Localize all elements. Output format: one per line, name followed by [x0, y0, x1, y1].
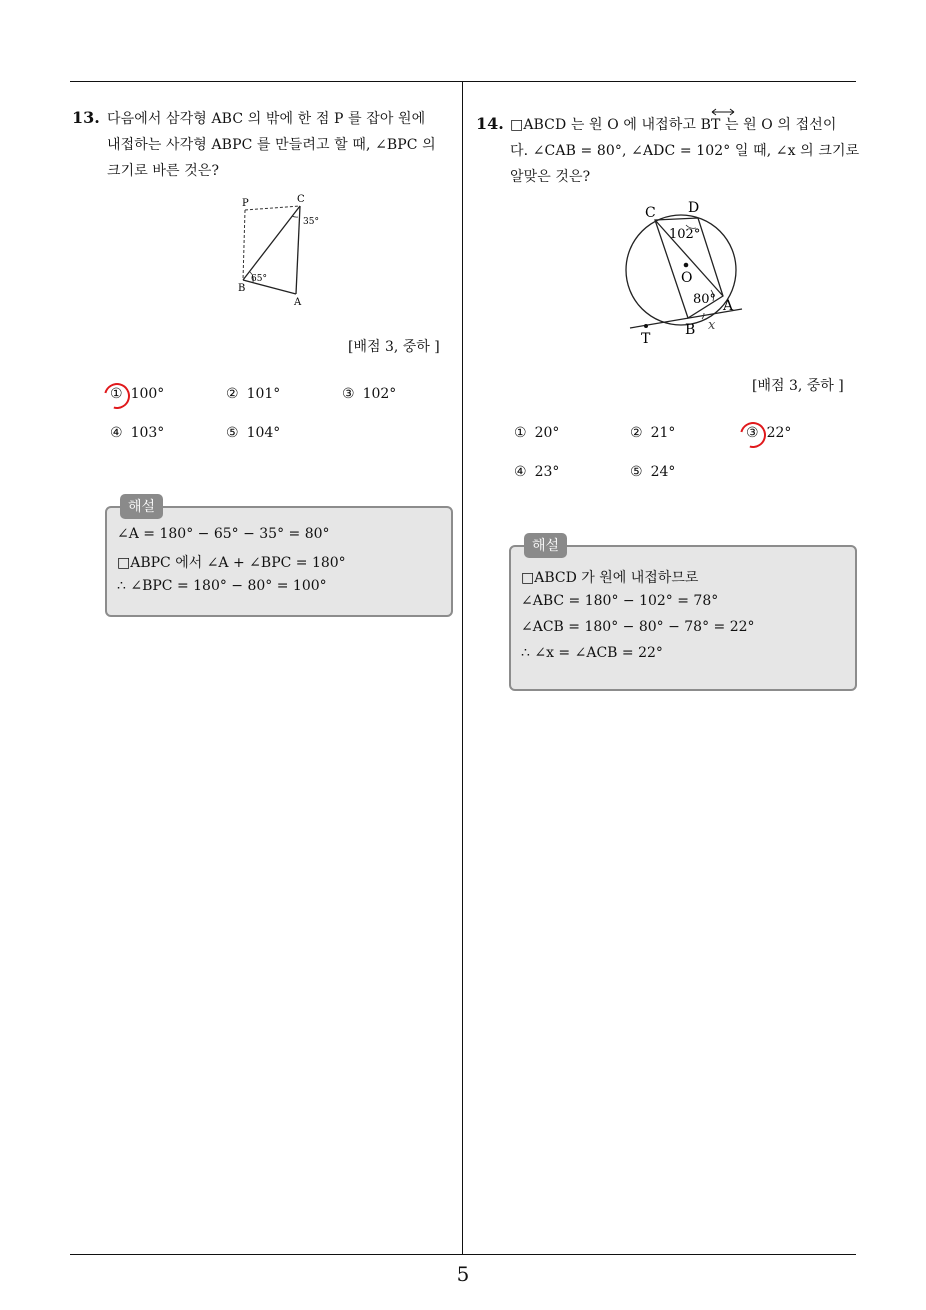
- choice-5[interactable]: [226, 425, 280, 441]
- choice-number: ②: [630, 425, 643, 441]
- choice-text: 22°: [766, 425, 792, 441]
- label-a: A: [294, 297, 302, 308]
- solution-line: ∠ACB = 180° − 80° − 78° = 22°: [521, 619, 755, 635]
- score-label: [배점 3, 중하 ]: [752, 378, 844, 394]
- answer-mark-circle: [99, 378, 135, 414]
- solution-line: □ABPC 에서 ∠A + ∠BPC = 180°: [117, 555, 346, 571]
- question-text-line: 크기로 바른 것은?: [107, 163, 220, 179]
- page-number: 5: [456, 1262, 470, 1286]
- label-c: C: [297, 194, 305, 205]
- label-angle-a: 80°: [693, 292, 717, 307]
- choice-text: 103°: [130, 425, 165, 441]
- choice-text: 102°: [362, 386, 397, 402]
- solution-line: ∴ ∠BPC = 180° − 80° = 100°: [117, 578, 327, 594]
- triangle-figure: [230, 190, 340, 310]
- choice-text: 101°: [246, 386, 281, 402]
- choice-number: ③: [342, 386, 355, 402]
- center-point: [684, 263, 689, 268]
- answer-mark-circle: [735, 417, 771, 453]
- question-text-line: 다음에서 삼각형 ABC 의 밖에 한 점 P 를 잡아 원에: [107, 111, 426, 127]
- choice-4[interactable]: [514, 464, 559, 480]
- choice-number: ①: [110, 386, 123, 402]
- choice-text: 24°: [650, 464, 676, 480]
- label-angle-c: 35°: [303, 217, 319, 227]
- solution-tab: 해설: [524, 533, 567, 558]
- question-number: 14.: [476, 114, 504, 133]
- choice-3[interactable]: [342, 386, 396, 402]
- solution-tab: 해설: [120, 494, 163, 519]
- choice-number: ⑤: [226, 425, 239, 441]
- label-a: A: [723, 298, 734, 314]
- question-text-line: 다. ∠CAB = 80°, ∠ADC = 102° 일 때, ∠x 의 크기로: [510, 143, 860, 159]
- question-text-line: 알맞은 것은?: [510, 169, 591, 185]
- question-number: 13.: [72, 108, 100, 127]
- solution-line: ∠ABC = 180° − 102° = 78°: [521, 593, 719, 609]
- label-p: P: [242, 198, 249, 209]
- question-text-line: □ABCD 는 원 O 에 내접하고 BT 는 원 O 의 접선이: [510, 117, 837, 133]
- solution-line: ∴ ∠x = ∠ACB = 22°: [521, 645, 663, 661]
- label-angle-d: 102°: [669, 227, 701, 242]
- choice-number: ④: [110, 425, 123, 441]
- point-t: [644, 324, 648, 328]
- choice-number: ⑤: [630, 464, 643, 480]
- choice-4[interactable]: [110, 425, 164, 441]
- segment-pc: [245, 206, 300, 210]
- choice-text: 100°: [130, 386, 165, 402]
- choice-2[interactable]: [630, 425, 675, 441]
- label-b: B: [238, 283, 246, 294]
- choice-number: ④: [514, 464, 527, 480]
- segment-pb: [243, 210, 245, 280]
- solution-line: ∠A = 180° − 65° − 35° = 80°: [117, 526, 330, 542]
- label-o: O: [681, 270, 693, 286]
- choice-2[interactable]: [226, 386, 280, 402]
- label-d: D: [688, 200, 700, 216]
- choice-text: 20°: [534, 425, 560, 441]
- choice-text: 23°: [534, 464, 560, 480]
- question-text-line: 내접하는 사각형 ABPC 를 만들려고 할 때, ∠BPC 의: [107, 137, 436, 153]
- bottom-rule: [70, 1254, 856, 1255]
- label-b: B: [685, 322, 696, 338]
- choice-1[interactable]: [514, 425, 559, 441]
- label-x: x: [708, 318, 716, 333]
- choice-number: ③: [746, 425, 759, 441]
- top-rule: [70, 81, 856, 82]
- line-arrow-icon: [710, 107, 736, 117]
- choice-number: ②: [226, 386, 239, 402]
- choice-text: 104°: [246, 425, 281, 441]
- segment-cb: [243, 206, 300, 280]
- column-divider: [462, 81, 463, 1255]
- choice-5[interactable]: [630, 464, 675, 480]
- circle-figure: [620, 195, 750, 345]
- angle-c-arc: [292, 216, 298, 217]
- segment-ca: [296, 206, 300, 294]
- solution-line: □ABCD 가 원에 내접하므로: [521, 570, 699, 586]
- label-t: T: [641, 331, 651, 345]
- choice-text: 21°: [650, 425, 676, 441]
- score-label: [배점 3, 중하 ]: [348, 339, 440, 355]
- label-angle-b: 65°: [251, 274, 267, 284]
- choice-number: ①: [514, 425, 527, 441]
- label-c: C: [645, 205, 656, 221]
